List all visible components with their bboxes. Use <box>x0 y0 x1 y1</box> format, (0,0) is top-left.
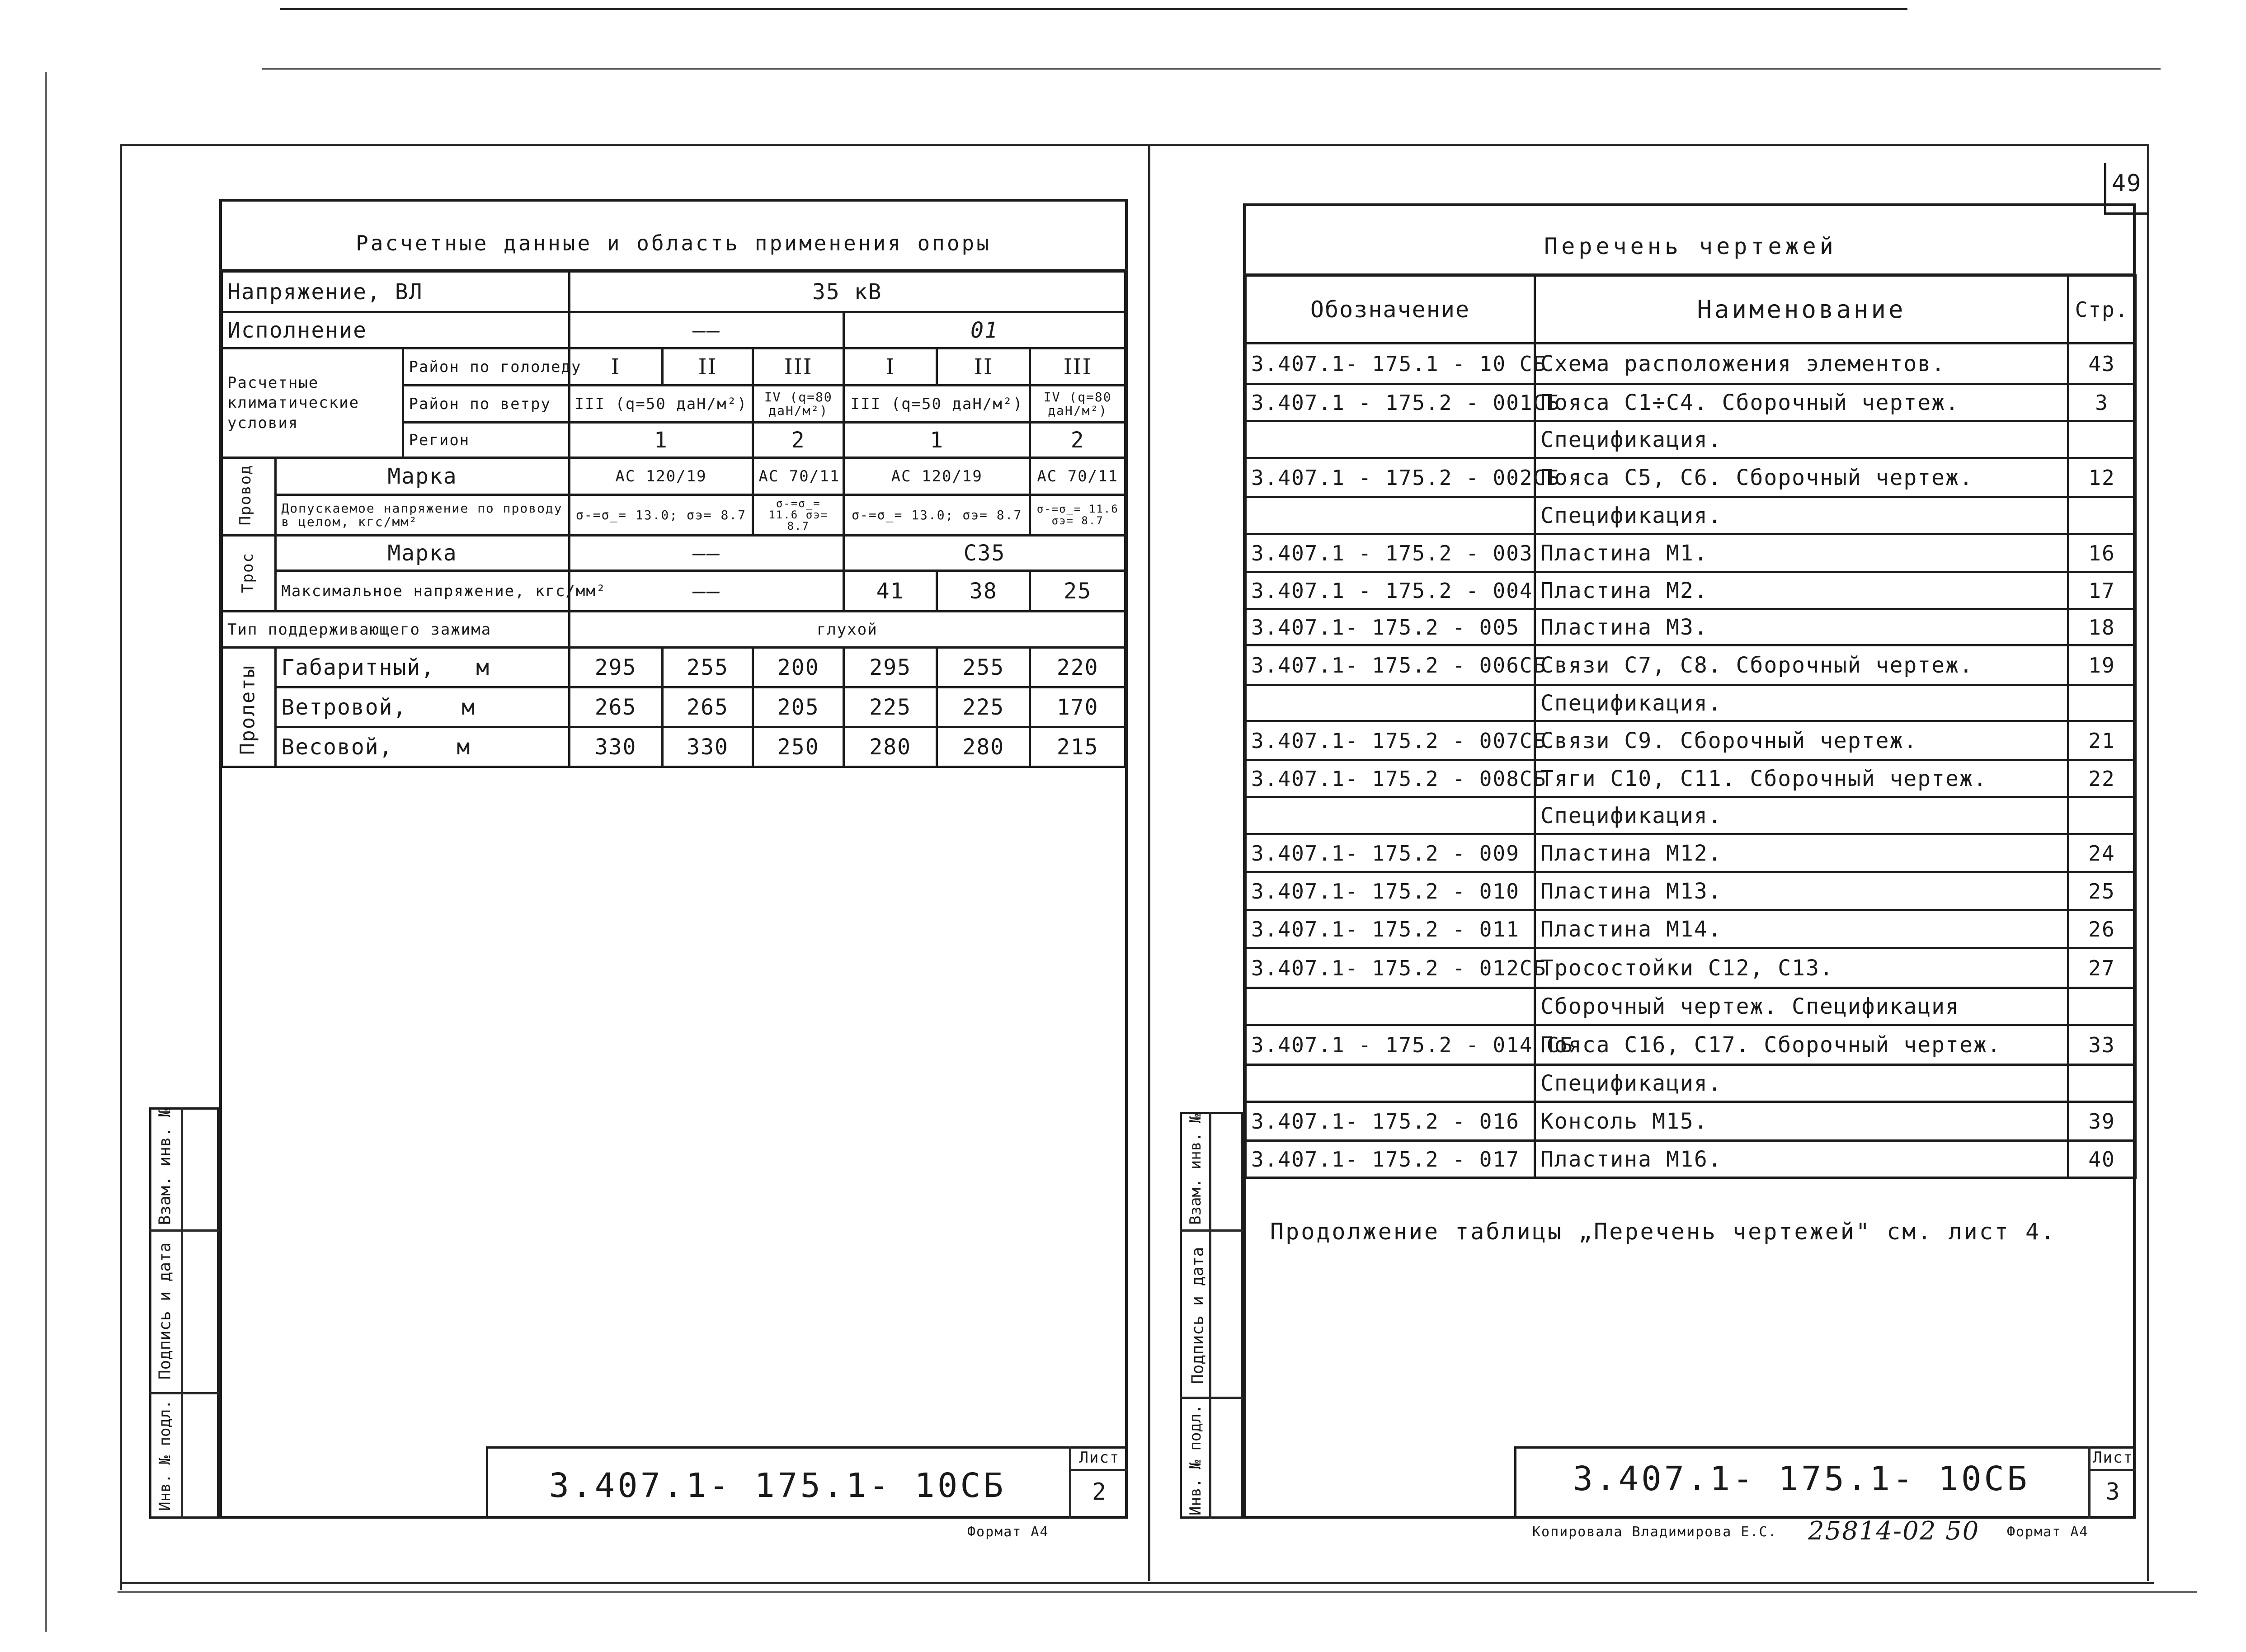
drawing-code: 3.407.1 - 175.2 - 004 <box>1246 572 1535 609</box>
ice-value: I <box>569 348 662 386</box>
drawing-row <box>1246 421 2136 458</box>
drawing-page: 39 <box>2068 1102 2136 1141</box>
cable-mark-value: С35 <box>844 536 1125 571</box>
scan-edge-top-2 <box>262 68 2161 70</box>
scan-edge-top <box>280 8 1907 10</box>
drawing-page: 3 <box>2068 384 2136 421</box>
right-strip-label: Инв. № подл. <box>1187 1404 1205 1516</box>
drawing-page: 43 <box>2068 344 2136 384</box>
span-value: 215 <box>1030 727 1125 767</box>
wire-stress-label: Допускаемое напряжение по проводу в целом, кгс/мм² <box>276 495 569 536</box>
execution-value: 01 <box>844 312 1125 348</box>
right-strip-label: Подпись и дата <box>1188 1247 1207 1384</box>
drawing-page: 40 <box>2068 1141 2136 1178</box>
cable-stress-value: 38 <box>937 571 1030 612</box>
span-value: 265 <box>569 687 662 727</box>
drawing-page: 24 <box>2068 834 2136 872</box>
drawing-name: Спецификация. <box>1535 497 2068 534</box>
header-name: Наименование <box>1535 276 2068 344</box>
outer-frame-top <box>122 144 2147 146</box>
drawing-row <box>1246 458 2136 497</box>
ice-label: Район по гололеду <box>403 348 569 386</box>
cable-mark-dash: —— <box>569 536 844 571</box>
drawing-row <box>1246 1102 2136 1141</box>
span-unit: м <box>476 654 490 680</box>
drawing-page: 16 <box>2068 534 2136 572</box>
drawing-row <box>1246 760 2136 797</box>
drawing-name: Спецификация. <box>1535 1065 2068 1102</box>
climate-group-label: Расчетные климатические условия <box>222 348 403 458</box>
drawing-code <box>1246 1065 1535 1102</box>
drawing-name: Пластина М13. <box>1535 872 2068 910</box>
drawing-row <box>1246 645 2136 685</box>
right-stamp-sheet-split <box>2088 1469 2136 1471</box>
span-row-label <box>276 727 569 767</box>
left-side-strip-h2 <box>149 1392 219 1394</box>
drawing-page: 12 <box>2068 458 2136 497</box>
right-side-strip-h1 <box>1180 1229 1243 1232</box>
drawing-code: 3.407.1 - 175.2 - 014 СБ <box>1246 1025 1535 1065</box>
outer-frame-right <box>2147 144 2149 1581</box>
left-sheet-number: 2 <box>1092 1478 1107 1506</box>
cable-mark-label: Марка <box>276 536 569 571</box>
drawing-name: Спецификация. <box>1535 797 2068 834</box>
right-format-label: Формат А4 <box>2007 1524 2089 1540</box>
header-designation: Обозначение <box>1246 276 1535 344</box>
span-value: 295 <box>844 648 937 687</box>
span-value: 295 <box>569 648 662 687</box>
spans-group-label: Пролеты <box>236 664 259 755</box>
drawing-page: 27 <box>2068 948 2136 988</box>
span-unit: м <box>457 734 471 760</box>
drawing-page: 22 <box>2068 760 2136 797</box>
wire-stress-value: σ-=σ_= 13.0; σэ= 8.7 <box>844 495 1030 536</box>
span-label: Габаритный, <box>281 654 435 680</box>
drawing-name: Связи С7, С8. Сборочный чертеж. <box>1535 645 2068 685</box>
drawing-name: Пластина М1. <box>1535 534 2068 572</box>
left-stamp-sheet-split <box>1069 1469 1128 1471</box>
drawing-page <box>2068 1065 2136 1102</box>
drawing-name: Спецификация. <box>1535 685 2068 721</box>
drawing-page <box>2068 497 2136 534</box>
span-value: 280 <box>844 727 937 767</box>
span-label: Весовой, <box>281 734 393 760</box>
drawing-code <box>1246 421 1535 458</box>
page-divider <box>1148 144 1150 1581</box>
scan-edge-bottom <box>118 1591 2197 1593</box>
wire-mark-value: АС 70/11 <box>753 458 844 495</box>
drawing-row <box>1246 834 2136 872</box>
drawing-code: 3.407.1- 175.2 - 017 <box>1246 1141 1535 1178</box>
drawing-code: 3.407.1- 175.2 - 009 <box>1246 834 1535 872</box>
drawing-page <box>2068 685 2136 721</box>
span-value: 225 <box>844 687 937 727</box>
drawing-code: 3.407.1- 175.2 - 012СБ <box>1246 948 1535 988</box>
drawing-code: 3.407.1- 175.2 - 010 <box>1246 872 1535 910</box>
span-value: 170 <box>1030 687 1125 727</box>
drawing-name: Консоль М15. <box>1535 1102 2068 1141</box>
span-value: 330 <box>662 727 753 767</box>
left-strip-label: Взам. инв. № <box>155 1107 174 1225</box>
order-number: 25814-02 50 <box>1808 1516 1980 1546</box>
drawing-row <box>1246 572 2136 609</box>
scan-edge-left <box>45 72 47 1632</box>
drawing-code: 3.407.1- 175.2 - 016 <box>1246 1102 1535 1141</box>
left-sheet-title: Расчетные данные и область применения опоры <box>356 231 991 255</box>
left-side-strip-h1 <box>149 1229 219 1232</box>
right-strip-label: Взам. инв. № <box>1187 1114 1205 1225</box>
drawing-code: 3.407.1 - 175.2 - 002СБ <box>1246 458 1535 497</box>
drawing-page <box>2068 421 2136 458</box>
drawing-row <box>1246 685 2136 721</box>
execution-label: Исполнение <box>222 312 570 348</box>
ice-value: III <box>1030 348 1125 386</box>
span-value: 200 <box>753 648 844 687</box>
span-value: 250 <box>753 727 844 767</box>
drawing-row <box>1246 797 2136 834</box>
clamp-label: Тип поддерживающего зажима <box>222 612 570 648</box>
drawing-row <box>1246 1065 2136 1102</box>
outer-frame-bottom <box>120 1582 2154 1584</box>
drawing-row <box>1246 1025 2136 1065</box>
execution-dash: —— <box>569 312 844 348</box>
region-value: 1 <box>844 423 1030 458</box>
region-value: 2 <box>1030 423 1125 458</box>
region-label: Регион <box>403 423 569 458</box>
continuation-note: Продолжение таблицы „Перечень чертежей" см. лист 4. <box>1270 1219 2057 1245</box>
span-value: 265 <box>662 687 753 727</box>
span-value: 205 <box>753 687 844 727</box>
drawing-code: 3.407.1- 175.1 - 10 СБ <box>1246 344 1535 384</box>
right-side-strip-h2 <box>1180 1397 1243 1399</box>
left-side-strip-split <box>181 1107 183 1519</box>
drawing-code: 3.407.1- 175.2 - 005 <box>1246 609 1535 645</box>
region-value: 2 <box>753 423 844 458</box>
drawing-page: 26 <box>2068 910 2136 948</box>
drawing-code: 3.407.1- 175.2 - 008СБ <box>1246 760 1535 797</box>
right-side-strip-split <box>1209 1112 1211 1519</box>
drawing-name: Пояса С16, С17. Сборочный чертеж. <box>1535 1025 2068 1065</box>
right-sheet-number: 3 <box>2105 1478 2121 1506</box>
drawings-list-body <box>1246 344 2136 1178</box>
wind-value: IV (q=80 даН/м²) <box>1030 386 1125 423</box>
ice-value: III <box>753 348 844 386</box>
span-value: 220 <box>1030 648 1125 687</box>
left-strip-label: Подпись и дата <box>155 1242 174 1380</box>
drawing-page: 19 <box>2068 645 2136 685</box>
span-unit: м <box>461 694 476 720</box>
drawing-code: 3.407.1- 175.2 - 007СБ <box>1246 721 1535 760</box>
left-stamp-code: 3.407.1- 175.1- 10СБ <box>549 1466 1006 1505</box>
voltage-label: Напряжение, ВЛ <box>222 272 570 312</box>
span-row-label <box>276 687 569 727</box>
wire-stress-value: σ-=σ_= 11.6 σэ= 8.7 <box>753 495 844 536</box>
wire-stress-value: σ-=σ_= 11.6 σэ= 8.7 <box>1030 495 1125 536</box>
drawing-page: 33 <box>2068 1025 2136 1065</box>
drawing-row <box>1246 988 2136 1025</box>
drawing-code <box>1246 685 1535 721</box>
span-value: 225 <box>937 687 1030 727</box>
drawing-row <box>1246 344 2136 384</box>
drawing-row <box>1246 384 2136 421</box>
drawing-page: 25 <box>2068 872 2136 910</box>
cable-stress-dash: —— <box>569 571 844 612</box>
drawing-code: 3.407.1- 175.2 - 006СБ <box>1246 645 1535 685</box>
drawing-name: Связи С9. Сборочный чертеж. <box>1535 721 2068 760</box>
wire-group-cell <box>222 458 276 536</box>
drawing-code: 3.407.1- 175.2 - 011 <box>1246 910 1535 948</box>
drawing-page: 17 <box>2068 572 2136 609</box>
wind-label: Район по ветру <box>403 386 569 423</box>
application-data-table <box>221 270 1126 768</box>
drawing-row <box>1246 948 2136 988</box>
drawing-row <box>1246 910 2136 948</box>
drawing-row <box>1246 497 2136 534</box>
span-value: 255 <box>662 648 753 687</box>
span-value: 330 <box>569 727 662 767</box>
drawing-row <box>1246 721 2136 760</box>
drawing-row <box>1246 872 2136 910</box>
cable-stress-value: 25 <box>1030 571 1125 612</box>
drawing-code <box>1246 797 1535 834</box>
drawing-name: Пояса С1÷С4. Сборочный чертеж. <box>1535 384 2068 421</box>
corner-sheet-number: 49 <box>2111 170 2142 197</box>
wind-value: III (q=50 даН/м²) <box>569 386 753 423</box>
drawing-name: Тяги С10, С11. Сборочный чертеж. <box>1535 760 2068 797</box>
spans-group-cell <box>222 648 276 767</box>
wire-group-label: Провод <box>236 464 254 526</box>
drawing-name: Пластина М14. <box>1535 910 2068 948</box>
drawing-name: Тросостойки С12, С13. <box>1535 948 2068 988</box>
drawing-page <box>2068 797 2136 834</box>
wire-mark-value: АС 120/19 <box>569 458 753 495</box>
ice-value: II <box>937 348 1030 386</box>
drawing-code <box>1246 988 1535 1025</box>
cable-group-cell <box>222 536 276 612</box>
drawing-name: Пластина М3. <box>1535 609 2068 645</box>
cable-stress-value: 41 <box>844 571 937 612</box>
voltage-value: 35 кВ <box>569 272 1125 312</box>
span-label: Ветровой, <box>281 694 407 720</box>
right-sheet-title: Перечень чертежей <box>1544 233 1837 259</box>
drawing-row <box>1246 534 2136 572</box>
span-row-label <box>276 648 569 687</box>
wire-mark-value: АС 70/11 <box>1030 458 1125 495</box>
wind-value: III (q=50 даН/м²) <box>844 386 1030 423</box>
wire-mark-value: АС 120/19 <box>844 458 1030 495</box>
drawing-name: Пластина М12. <box>1535 834 2068 872</box>
cable-group-label: Трос <box>239 552 257 593</box>
drawing-row <box>1246 1141 2136 1178</box>
ice-value: I <box>844 348 937 386</box>
wire-mark-label: Марка <box>276 458 569 495</box>
left-strip-label: Инв. № подл. <box>156 1400 174 1511</box>
ice-value: II <box>662 348 753 386</box>
clamp-value: глухой <box>569 612 1125 648</box>
drawing-name: Пластина М16. <box>1535 1141 2068 1178</box>
left-format-label: Формат А4 <box>967 1524 1049 1540</box>
drawing-name: Сборочный чертеж. Спецификация <box>1535 988 2068 1025</box>
drawing-name: Спецификация. <box>1535 421 2068 458</box>
drawing-page: 21 <box>2068 721 2136 760</box>
drawings-list-table <box>1244 274 2137 1179</box>
drawing-page: 18 <box>2068 609 2136 645</box>
outer-frame-left <box>120 144 122 1590</box>
left-sheet-label: Лист <box>1079 1449 1120 1467</box>
copy-note: Копировала Владимирова Е.С. <box>1532 1524 1777 1540</box>
span-value: 255 <box>937 648 1030 687</box>
right-sheet-label: Лист <box>2093 1449 2133 1467</box>
cable-stress-label: Максимальное напряжение, кгс/мм² <box>276 571 569 612</box>
span-value: 280 <box>937 727 1030 767</box>
drawing-name: Схема расположения элементов. <box>1535 344 2068 384</box>
drawing-page <box>2068 988 2136 1025</box>
drawing-name: Пояса С5, С6. Сборочный чертеж. <box>1535 458 2068 497</box>
drawing-code <box>1246 497 1535 534</box>
drawing-name: Пластина М2. <box>1535 572 2068 609</box>
right-stamp-code: 3.407.1- 175.1- 10СБ <box>1573 1459 2030 1498</box>
drawing-code: 3.407.1 - 175.2 - 003 <box>1246 534 1535 572</box>
drawing-code: 3.407.1 - 175.2 - 001СБ <box>1246 384 1535 421</box>
wire-stress-value: σ-=σ_= 13.0; σэ= 8.7 <box>569 495 753 536</box>
header-page: Стр. <box>2068 276 2136 344</box>
drawing-row <box>1246 609 2136 645</box>
region-value: 1 <box>569 423 753 458</box>
wind-value: IV (q=80 даН/м²) <box>753 386 844 423</box>
